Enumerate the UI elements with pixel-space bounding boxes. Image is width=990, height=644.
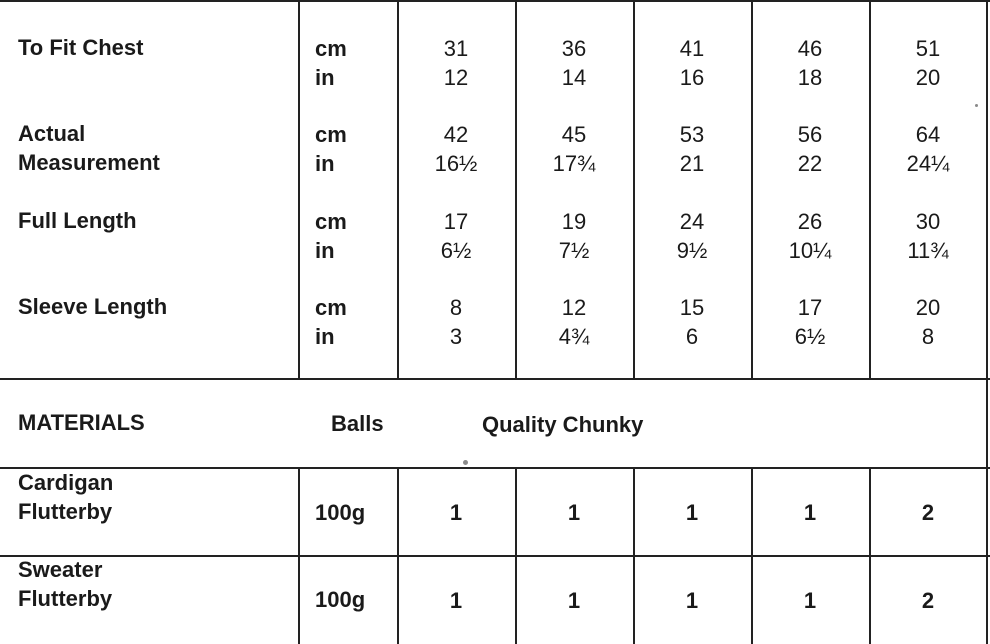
balls-label: Balls <box>331 411 384 436</box>
scan-speck <box>975 104 978 107</box>
column-divider <box>633 467 635 644</box>
unit-in: in <box>315 238 335 263</box>
quality-label: Quality Chunky <box>482 412 644 437</box>
unit-in: in <box>315 324 335 349</box>
cell-value: 46 <box>797 36 823 61</box>
cell-value: 64 <box>915 122 941 147</box>
cell-value: 30 <box>915 209 941 234</box>
ball-count: 1 <box>567 500 581 525</box>
ball-count: 1 <box>685 588 699 613</box>
cell-value: 20 <box>915 65 941 90</box>
row-label: Measurement <box>18 150 160 175</box>
materials-title: MATERIALS <box>18 410 145 435</box>
cell-value: 12 <box>561 295 587 320</box>
cell-value: 53 <box>679 122 705 147</box>
cell-value: 3 <box>449 324 463 349</box>
ball-count: 2 <box>921 500 935 525</box>
cell-value: 19 <box>561 209 587 234</box>
item-label: Flutterby <box>18 499 113 524</box>
weight-value: 100g <box>315 587 366 612</box>
scan-speck <box>463 460 468 465</box>
row-label: To Fit Chest <box>18 35 144 60</box>
cell-value: 18 <box>797 65 823 90</box>
ball-count: 2 <box>921 588 935 613</box>
cell-value: 51 <box>915 36 941 61</box>
column-divider <box>298 2 300 378</box>
ball-count: 1 <box>449 500 463 525</box>
cell-value: 21 <box>679 151 705 176</box>
cell-value: 10¼ <box>788 238 832 263</box>
unit-in: in <box>315 65 335 90</box>
column-divider <box>751 2 753 378</box>
cell-value: 12 <box>443 65 469 90</box>
cell-value: 17¾ <box>552 151 596 176</box>
cell-value: 16 <box>679 65 705 90</box>
column-divider <box>751 467 753 644</box>
row-divider <box>0 378 990 380</box>
cell-value: 8 <box>921 324 935 349</box>
cell-value: 24¼ <box>906 151 950 176</box>
cell-value: 45 <box>561 122 587 147</box>
row-divider <box>0 467 990 469</box>
cell-value: 17 <box>443 209 469 234</box>
cell-value: 4¾ <box>558 324 590 349</box>
row-label: Sleeve Length <box>18 294 168 319</box>
cell-value: 6 <box>685 324 699 349</box>
cell-value: 56 <box>797 122 823 147</box>
item-label: Flutterby <box>18 586 113 611</box>
column-divider <box>869 2 871 378</box>
column-divider <box>515 467 517 644</box>
column-divider <box>298 467 300 644</box>
cell-value: 6½ <box>794 324 826 349</box>
cell-value: 24 <box>679 209 705 234</box>
cell-value: 11¾ <box>907 238 949 263</box>
cell-value: 14 <box>561 65 587 90</box>
cell-value: 26 <box>797 209 823 234</box>
cell-value: 17 <box>797 295 823 320</box>
item-label: Sweater <box>18 557 103 582</box>
column-divider <box>869 467 871 644</box>
cell-value: 15 <box>679 295 705 320</box>
unit-cm: cm <box>315 122 347 147</box>
row-label: Actual <box>18 121 86 146</box>
ball-count: 1 <box>803 500 817 525</box>
cell-value: 9½ <box>676 238 708 263</box>
cell-value: 36 <box>561 36 587 61</box>
cell-value: 7½ <box>558 238 590 263</box>
ball-count: 1 <box>449 588 463 613</box>
cell-value: 20 <box>915 295 941 320</box>
cell-value: 41 <box>679 36 705 61</box>
unit-in: in <box>315 151 335 176</box>
item-label: Cardigan <box>18 470 114 495</box>
ball-count: 1 <box>567 588 581 613</box>
unit-cm: cm <box>315 209 347 234</box>
ball-count: 1 <box>685 500 699 525</box>
column-divider <box>633 2 635 378</box>
unit-cm: cm <box>315 36 347 61</box>
cell-value: 42 <box>443 122 469 147</box>
cell-value: 16½ <box>434 151 478 176</box>
ball-count: 1 <box>803 588 817 613</box>
row-label: Full Length <box>18 208 137 233</box>
column-divider <box>397 467 399 644</box>
unit-cm: cm <box>315 295 347 320</box>
column-divider <box>515 2 517 378</box>
right-border <box>986 2 988 644</box>
cell-value: 6½ <box>440 238 472 263</box>
cell-value: 8 <box>449 295 463 320</box>
weight-value: 100g <box>315 500 366 525</box>
column-divider <box>397 2 399 378</box>
cell-value: 31 <box>443 36 469 61</box>
row-divider <box>0 555 990 557</box>
cell-value: 22 <box>797 151 823 176</box>
